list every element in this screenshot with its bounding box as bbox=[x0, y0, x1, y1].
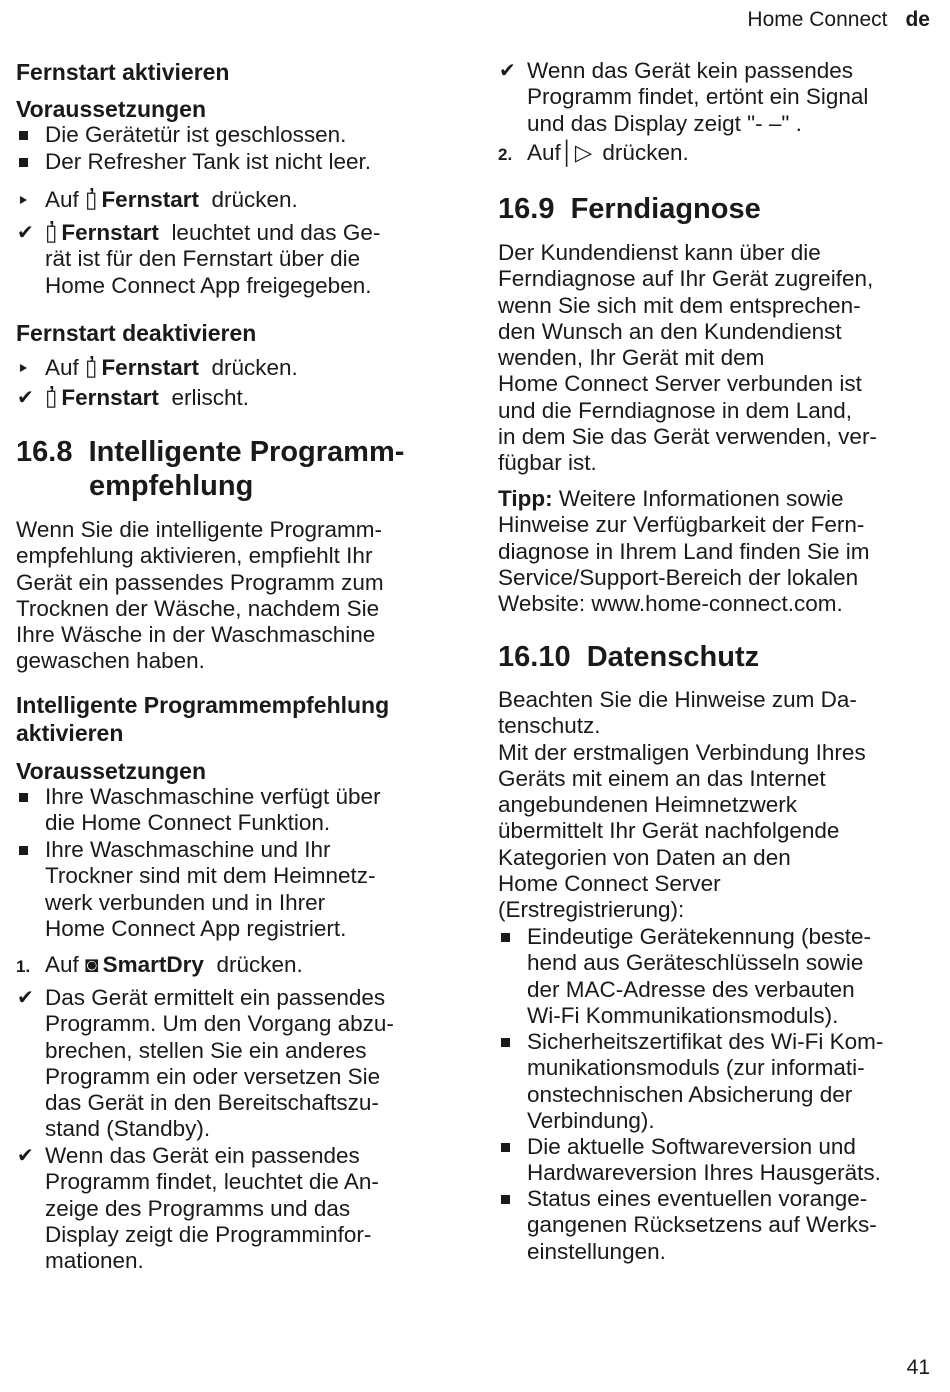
heading-fernstart-deaktivieren: Fernstart deaktivieren bbox=[16, 320, 257, 346]
remote-start-icon: ▯̓ bbox=[45, 385, 58, 410]
smartdry-icon: ◙ bbox=[85, 952, 99, 977]
section-heading-16-9: 16.9 Ferndiagnose bbox=[498, 193, 761, 225]
list-item: Der Refresher Tank ist nicht leer. bbox=[16, 149, 371, 175]
list-item: Status eines eventuellen vorange- gangenen Rücksetzens auf Werks- einstellungen. bbox=[498, 1186, 877, 1265]
remote-start-icon: ▯̓ bbox=[85, 187, 98, 212]
bullet-icon bbox=[19, 793, 28, 802]
bullet-icon bbox=[501, 933, 510, 942]
result-item: ✔ Wenn das Gerät ein passendes Programm findet, leuchtet die An- zeige des Programms und das Display zeigt die Programminfor- mationen. bbox=[17, 1143, 379, 1274]
check-icon: ✔ bbox=[17, 1145, 34, 1167]
header-section: Home Connect bbox=[747, 8, 888, 31]
tip-label: Tipp: bbox=[498, 486, 553, 511]
check-icon: ✔ bbox=[17, 222, 34, 244]
remote-start-icon: ▯̓ bbox=[85, 355, 98, 380]
check-icon: ✔ bbox=[17, 387, 34, 409]
running-header bbox=[747, 8, 930, 32]
step-arrow-icon bbox=[20, 196, 27, 204]
result-item: ✔ Wenn das Gerät kein passendes Programm findet, ertönt ein Signal und das Display zeigt "- –" . bbox=[499, 58, 869, 136]
instruction-step: 1. Auf ◙ SmartDry drücken. bbox=[16, 952, 303, 977]
header-language: de bbox=[905, 8, 930, 31]
bullet-icon bbox=[501, 1195, 510, 1204]
check-icon: ✔ bbox=[17, 987, 34, 1009]
step-arrow-icon bbox=[20, 364, 27, 372]
heading-fernstart-aktivieren: Fernstart aktivieren bbox=[16, 59, 230, 85]
list-item: Sicherheitszertifikat des Wi-Fi Kom- munikationsmoduls (zur informati- onstechnischen Absicherung der Verbindung). bbox=[498, 1029, 883, 1134]
instruction-step: 2. Auf│▷ drücken. bbox=[498, 140, 689, 165]
list-item: Ihre Waschmaschine und Ihr Trockner sind mit dem Heimnetz- werk verbunden und in Ihrer Home Connect App registriert. bbox=[16, 837, 376, 942]
result-item: ✔ ▯̓ Fernstart erlischt. bbox=[17, 385, 249, 410]
section-heading-16-8: 16.8 Intelligente Programm- empfehlung bbox=[16, 436, 405, 502]
remote-start-icon: ▯̓ bbox=[45, 220, 58, 245]
tip-paragraph: Tipp: Weitere Informationen sowie Hinweise zur Verfügbarkeit der Fern- diagnose in Ihrem Land finden Sie im Service/Support-Bereich der lokalen Website: www.home-connect.com. bbox=[498, 486, 870, 617]
list-item: Ihre Waschmaschine verfügt über die Home Connect Funktion. bbox=[16, 784, 381, 837]
bullet-icon bbox=[19, 131, 28, 140]
instruction-step: Auf ▯̓ Fernstart drücken. bbox=[16, 355, 298, 381]
page-number: 41 bbox=[906, 1356, 930, 1379]
bullet-icon bbox=[19, 846, 28, 855]
check-icon: ✔ bbox=[499, 60, 516, 82]
bullet-icon bbox=[19, 158, 28, 167]
list-item: Die Gerätetür ist geschlossen. bbox=[16, 122, 346, 148]
paragraph-datenschutz: Beachten Sie die Hinweise zum Da- tenschutz. Mit der erstmaligen Verbindung Ihres Geräts mit einem an das Internet angebundenen Heimnetzwerk übermittelt Ihr Gerät nachfolgende Kategorien von Daten an den Home Connect Server (Erstregistrierung): bbox=[498, 687, 866, 923]
start-pause-icon: │▷ bbox=[560, 140, 593, 165]
list-item: Eindeutige Gerätekennung (beste- hend aus Geräteschlüsseln sowie der MAC-Adresse des verbauten Wi-Fi Kommunikationsmoduls). bbox=[498, 924, 871, 1029]
paragraph-intro-16-8: Wenn Sie die intelligente Programm- empfehlung aktivieren, empfiehlt Ihr Gerät ein passendes Programm zum Trocknen der Wäsche, nachdem Sie Ihre Wäsche in der Waschmaschine gewaschen haben. bbox=[16, 517, 384, 674]
bullet-icon bbox=[501, 1143, 510, 1152]
paragraph-ferndiagnose: Der Kundendienst kann über die Ferndiagnose auf Ihr Gerät zugreifen, wenn Sie sich mit dem entsprechen- den Wunsch an den Kundendienst wenden, Ihr Gerät mit dem Home Connect Server verbunden ist und die Ferndiagnose in dem Land, in dem Sie das Gerät verwenden, ver- fügbar ist. bbox=[498, 240, 877, 476]
heading-voraussetzungen-2: Voraussetzungen bbox=[16, 758, 206, 784]
heading-voraussetzungen: Voraussetzungen bbox=[16, 96, 206, 122]
list-item: Die aktuelle Softwareversion und Hardwareversion Ihres Hausgeräts. bbox=[498, 1134, 881, 1187]
instruction-step: Auf ▯̓ Fernstart drücken. bbox=[16, 187, 298, 213]
result-item: ✔ ▯̓ Fernstart leuchtet und das Ge- rät ist für den Fernstart über die Home Connect App freigegeben. bbox=[17, 220, 381, 298]
section-heading-16-10: 16.10 Datenschutz bbox=[498, 641, 760, 673]
result-item: ✔ Das Gerät ermittelt ein passendes Programm. Um den Vorgang abzu- brechen, stellen Sie ein anderes Programm ein oder versetzen Sie das Gerät in den Bereitschaftszu- stand (Standby). bbox=[17, 985, 394, 1142]
heading-smart-aktivieren: Intelligente Programmempfehlung aktivieren bbox=[16, 692, 390, 746]
bullet-icon bbox=[501, 1038, 510, 1047]
